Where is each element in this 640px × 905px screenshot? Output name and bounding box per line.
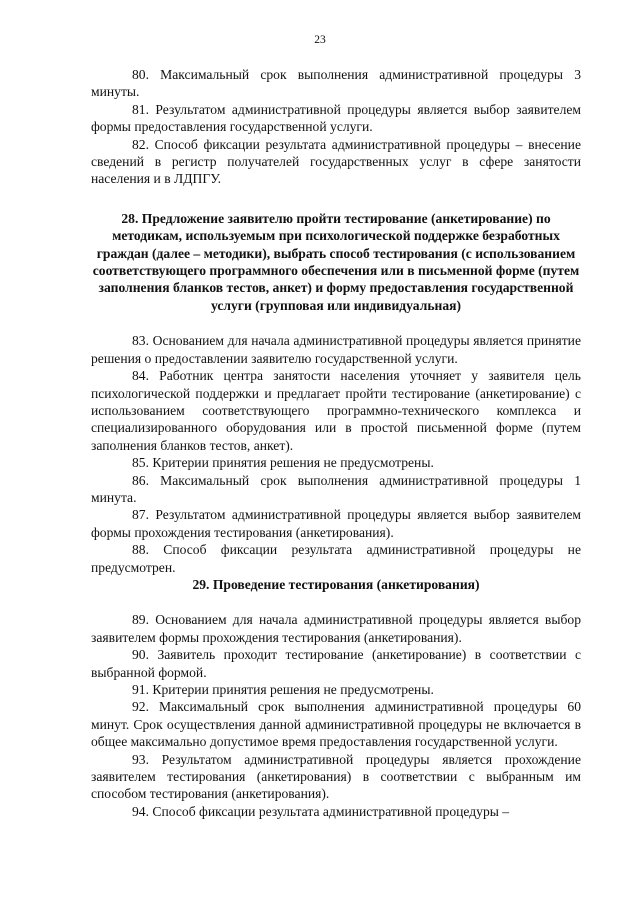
section-29-heading: 29. Проведение тестирования (анкетирования) bbox=[192, 576, 480, 592]
paragraph-91: 91. Критерии принятия решения не предусмотрены. bbox=[132, 682, 434, 697]
paragraph-84: 84. Работник центра занятости населения уточняет у заявителя цель психологической поддержки и предлагает пройти тестирование (анкетирование) с использованием соответствующего программно-технического комплекса и специализированного оборудования или в простой письменной форме (путем заполнения бланков тестов, анкет). bbox=[91, 368, 581, 453]
paragraph-87: 87. Результатом административной процедуры является выбор заявителем формы прохождения тестирования (анкетирования). bbox=[91, 507, 581, 540]
paragraph-92: 92. Максимальный срок выполнения административной процедуры 60 минут. Срок осуществления данной административной процедуры не включается в общее максимально допустимое время предоставления государственной услуги. bbox=[91, 699, 581, 750]
paragraph-90: 90. Заявитель проходит тестирование (анкетирование) в соответствии с выбранной формой. bbox=[91, 647, 581, 680]
page-number: 23 bbox=[314, 34, 326, 46]
paragraph-88: 88. Способ фиксации результата административной процедуры не предусмотрен. bbox=[91, 542, 581, 575]
spacer bbox=[91, 314, 581, 332]
document-body bbox=[91, 66, 581, 820]
paragraph-80: 80. Максимальный срок выполнения административной процедуры 3 минуты. bbox=[91, 67, 581, 100]
spacer bbox=[91, 593, 581, 611]
paragraph-81: 81. Результатом административной процедуры является выбор заявителем формы предоставления государственной услуги. bbox=[91, 101, 581, 135]
paragraph-93: 93. Результатом административной процедуры является прохождение заявителем тестирования (анкетирования) в соответствии с выбранным им способом тестирования (анкетирования). bbox=[91, 751, 581, 802]
section-28-heading: 28. Предложение заявителю пройти тестирование (анкетирование) по методикам, используемым при психологической поддержке безработных граждан (далее – методики), выбрать способ тестирования (с использованием соответствующего программного обеспечения или в письменной форме (путем заполнения бланков тестов, анкет) и форму предоставления государственной услуги (групповая или индивидуальная) bbox=[92, 210, 580, 313]
spacer bbox=[91, 188, 581, 210]
paragraph-83: 83. Основанием для начала административной процедуры является принятие решения о предоставлении заявителю государственной услуги. bbox=[91, 333, 581, 366]
paragraph-82: 82. Способ фиксации результата административной процедуры – внесение сведений в регистр получателей государственных услуг в сфере занятости населения и в ЛДПГУ. bbox=[91, 136, 581, 187]
paragraph-94: 94. Способ фиксации результата административной процедуры – bbox=[132, 803, 510, 819]
paragraph-85: 85. Критерии принятия решения не предусмотрены. bbox=[132, 455, 434, 471]
paragraph-89: 89. Основанием для начала административной процедуры является выбор заявителем формы прохождения тестирования (анкетирования). bbox=[91, 612, 581, 645]
paragraph-86: 86. Максимальный срок выполнения административной процедуры 1 минута. bbox=[91, 472, 581, 505]
